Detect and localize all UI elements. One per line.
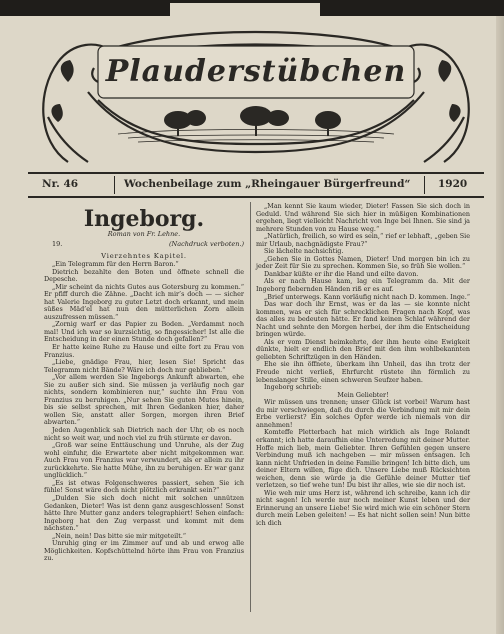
story-byline: Roman von Fr. Lehne. — [107, 230, 181, 238]
bar-separator — [424, 176, 425, 194]
chapter-heading: Vierzehntes Kapitel. — [101, 252, 187, 260]
paragraph: „Natürlich, freilich, so wird es sein,“ rief er lebhaft, „geben Sie mir Urlaub, nachgnädigste Frau?“ — [256, 232, 470, 248]
supplement-subtitle: Wochenbeilage zum „Rheingauer Bürgerfreund“ — [124, 178, 411, 190]
paragraph: „Es ist etwas Folgenschweres passiert, sehen Sie ich fühle! Sonst wäre doch nicht plötzlich erkrankt sein?“ — [44, 478, 244, 495]
page-edge — [496, 16, 504, 634]
paragraph: Er hatte keine Ruhe zu Hause und eilte fort zu Frau von Franzius. — [44, 343, 244, 359]
masthead-ornament — [28, 22, 484, 172]
paragraph: „Vor allem werden Sie Ingeborgs Ankunft abwarten, ehe Sie zu außer sich sind. Sie müssen ja verläufig noch gar nichts, sondern kombinieren nur,“ suchte ihn Frau von Franzius zu beruhigen. „Nur sehen Sie guten Mutes hinein, bis sie selbst sprechen, mit Ihren Gedanken hier, daher wollen Sie, anstatt aller Sorgen, morgen ihren Brief abwarten.“ — [44, 373, 244, 427]
paragraph: „Man kennt Sie kaum wieder, Dieter! Fassen Sie sich doch in Geduld. Und während Sie sich hier in müßigen Kombinationen ergehen, liegt vielleicht Nachricht von Inge bei Ihnen. Sie sind ja mehrere Stunden von zu Hause weg.“ — [256, 202, 470, 233]
paragraph: Ehe sie ihn öffnete, überkam ihn Unheil, das ihn trotz der Freude nicht verließ, Ehrfurcht rüstete ihn förmlich zu lebenslanger Stille, einen schweren Seufzer haben. — [256, 360, 470, 384]
issue-number: Nr. 46 — [42, 178, 79, 190]
paragraph: Als er nach Hause kam, lag ein Telegramm da. Mit der Ingeborg fiebernden Händen riß er es auf. — [256, 277, 470, 294]
masthead-title: Plauderstübchen — [105, 54, 407, 89]
paragraph: „Dulden Sie sich doch nicht mit solchen unnützen Gedanken, Dieter! Was ist denn ganz ausgeschlossen! Sonst hätte Ihre Mutter ganz anders telegraphiert! Sehen einfach: Ingeborg hat den Zug verpasst und kommt mit dem nächsten.“ — [44, 493, 244, 533]
column-divider — [250, 202, 251, 612]
top-dark-band — [0, 0, 504, 16]
issue-year: 1920 — [438, 178, 468, 190]
left-column — [44, 261, 244, 563]
right-column — [256, 203, 470, 528]
paragraph: „Mir scheint da nichts Gutes aus Gotersburg zu kommen.“ Er pfiff durch die Zähne. „Dacht ich mir’s doch — — sicher hat Valerie Ingeborg zu guter Letzt doch erkannt, und mein süßes Mäd’el hat nun den mütterlichen Zorn allein auszufressen müssen.“ — [44, 282, 244, 321]
paragraph: „Brief unterwegs. Kann vorläufig nicht nach D. kommen. Inge.“ — [264, 292, 470, 301]
paragraph: Dankbar küßte er ihr die Hand und eilte davon. — [264, 269, 419, 278]
paragraph: Dietrich bezahlte den Boten und öffnete schnell die Depesche. — [44, 267, 244, 284]
paragraph: Als er vom Dienst heimkehrte, der ihm heute eine Ewigkeit dünkte, hielt er endlich den Brief mit den ihm wohlbekannten geliebten Schriftzügen in den Händen. — [256, 337, 470, 361]
paragraph: „Groß war seine Enttäuschung und Unruhe, als der Zug wohl einfuhr, die Erwartete aber nicht mitgekommen war. Auch Frau von Franzius war verwundert, als er allein zu ihr zurückkehrte. Sie hatte Mühe, ihn zu beruhigen. Er war ganz unglücklich.“ — [44, 441, 244, 480]
copyright-note: (Nachdruck verboten.) — [169, 240, 244, 248]
paragraph: „Nein, nein! Das bitte sie mir mitgeteilt.“ — [52, 531, 187, 540]
paragraph: Wir müssen uns trennen; unser Glück ist vorbei! Warum hast du mir verschwiegen, daß du durch die Verbindung mit mir dein Erbe verlierst? Ein solches Opfer werde ich niemals von dir annehmen! — [256, 398, 470, 429]
paragraph: „Ein Telegramm für den Herrn Baron.“ — [52, 260, 179, 268]
paragraph: Wie weh mir ums Herz ist, während ich schreibe, kann ich dir nicht sagen! Ich werde nur noch meiner Kunst leben und der Erinnerung an unsere Liebe! Sie wird mich wie ein schöner Stern durch mein Leben geleiten! — Es hat nicht sollen sein! Nun bitte ich dich — [256, 488, 470, 527]
paragraph: „Gehen Sie in Gottes Namen, Dieter! Und morgen bin ich zu jeder Zeit für Sie zu sprechen. Kommen Sie, so früh Sie wollen.“ — [256, 254, 470, 271]
paragraph: „Zornig warf er das Papier zu Boden. „Verdammt noch mal! Und ich war so kurzsichtig, so fingessicher! Ist alle die Entscheidung in der einen Stunde doch gefallen?“ — [44, 320, 244, 344]
paragraph: Jeden Augenblick sah Dietrich nach der Uhr, ob es noch nicht so weit war, und noch viel zu früh stürmte er davon. — [44, 426, 244, 442]
story-title: Ingeborg. — [83, 206, 205, 232]
paragraph: Komteffe Pletterbach hat mich wirklich als Inge Rolandt erkannt; ich hatte daraufhin eine Unterredung mit deiner Mutter. Hoffe mich lieb, mein Geliebter. Ihren Gefühlen gegen unsere Verbindung muß ich nachgeben — mir müssen entsagen. Ich kann nicht Unfrieden in deine Familie bringen! Ich bitte dich, um deiner Eltern willen, füge dich. Unsere Liebe muß Rücksichten weichen, denn sie würde ja die Gefühle deiner Mutter tief verletzen, so tief wehe tun! Du bist ihr alles, wie sie dir noch ist. — [256, 428, 470, 490]
paragraph: „Liebe, gnädige Frau, hier, lesen Sie! Spricht das Telegramm nicht Bände? Wäre ich doch nur geblieben.“ — [44, 358, 244, 374]
bar-separator — [114, 176, 115, 194]
salutation: Mein Geliebter! — [337, 390, 389, 399]
paragraph: Unruhig ging er im Zimmer auf und ab und erwog alle Möglichkeiten. Kopfschüttelnd hörte ihm Frau von Franzius zu. — [44, 539, 244, 563]
paragraph: Sie lächelte nachsichtig. — [264, 247, 344, 256]
installment-number: 19. — [52, 240, 63, 248]
issue-info-bar — [28, 172, 484, 198]
art-nouveau-frame — [28, 22, 484, 172]
paragraph: Das war doch ihr Ernst, was er da las — sie konnte nicht kommen, was er sich für schrecklichen Fragen nach Kopf, was das alles zu bedeuten hätte. Er fand keinen Schlaf während der Nacht und sehnte den Morgen herbei, der ihm die Entscheidung bringen würde. — [256, 300, 470, 339]
paragraph: Ingeborg schrieb: — [264, 383, 322, 392]
